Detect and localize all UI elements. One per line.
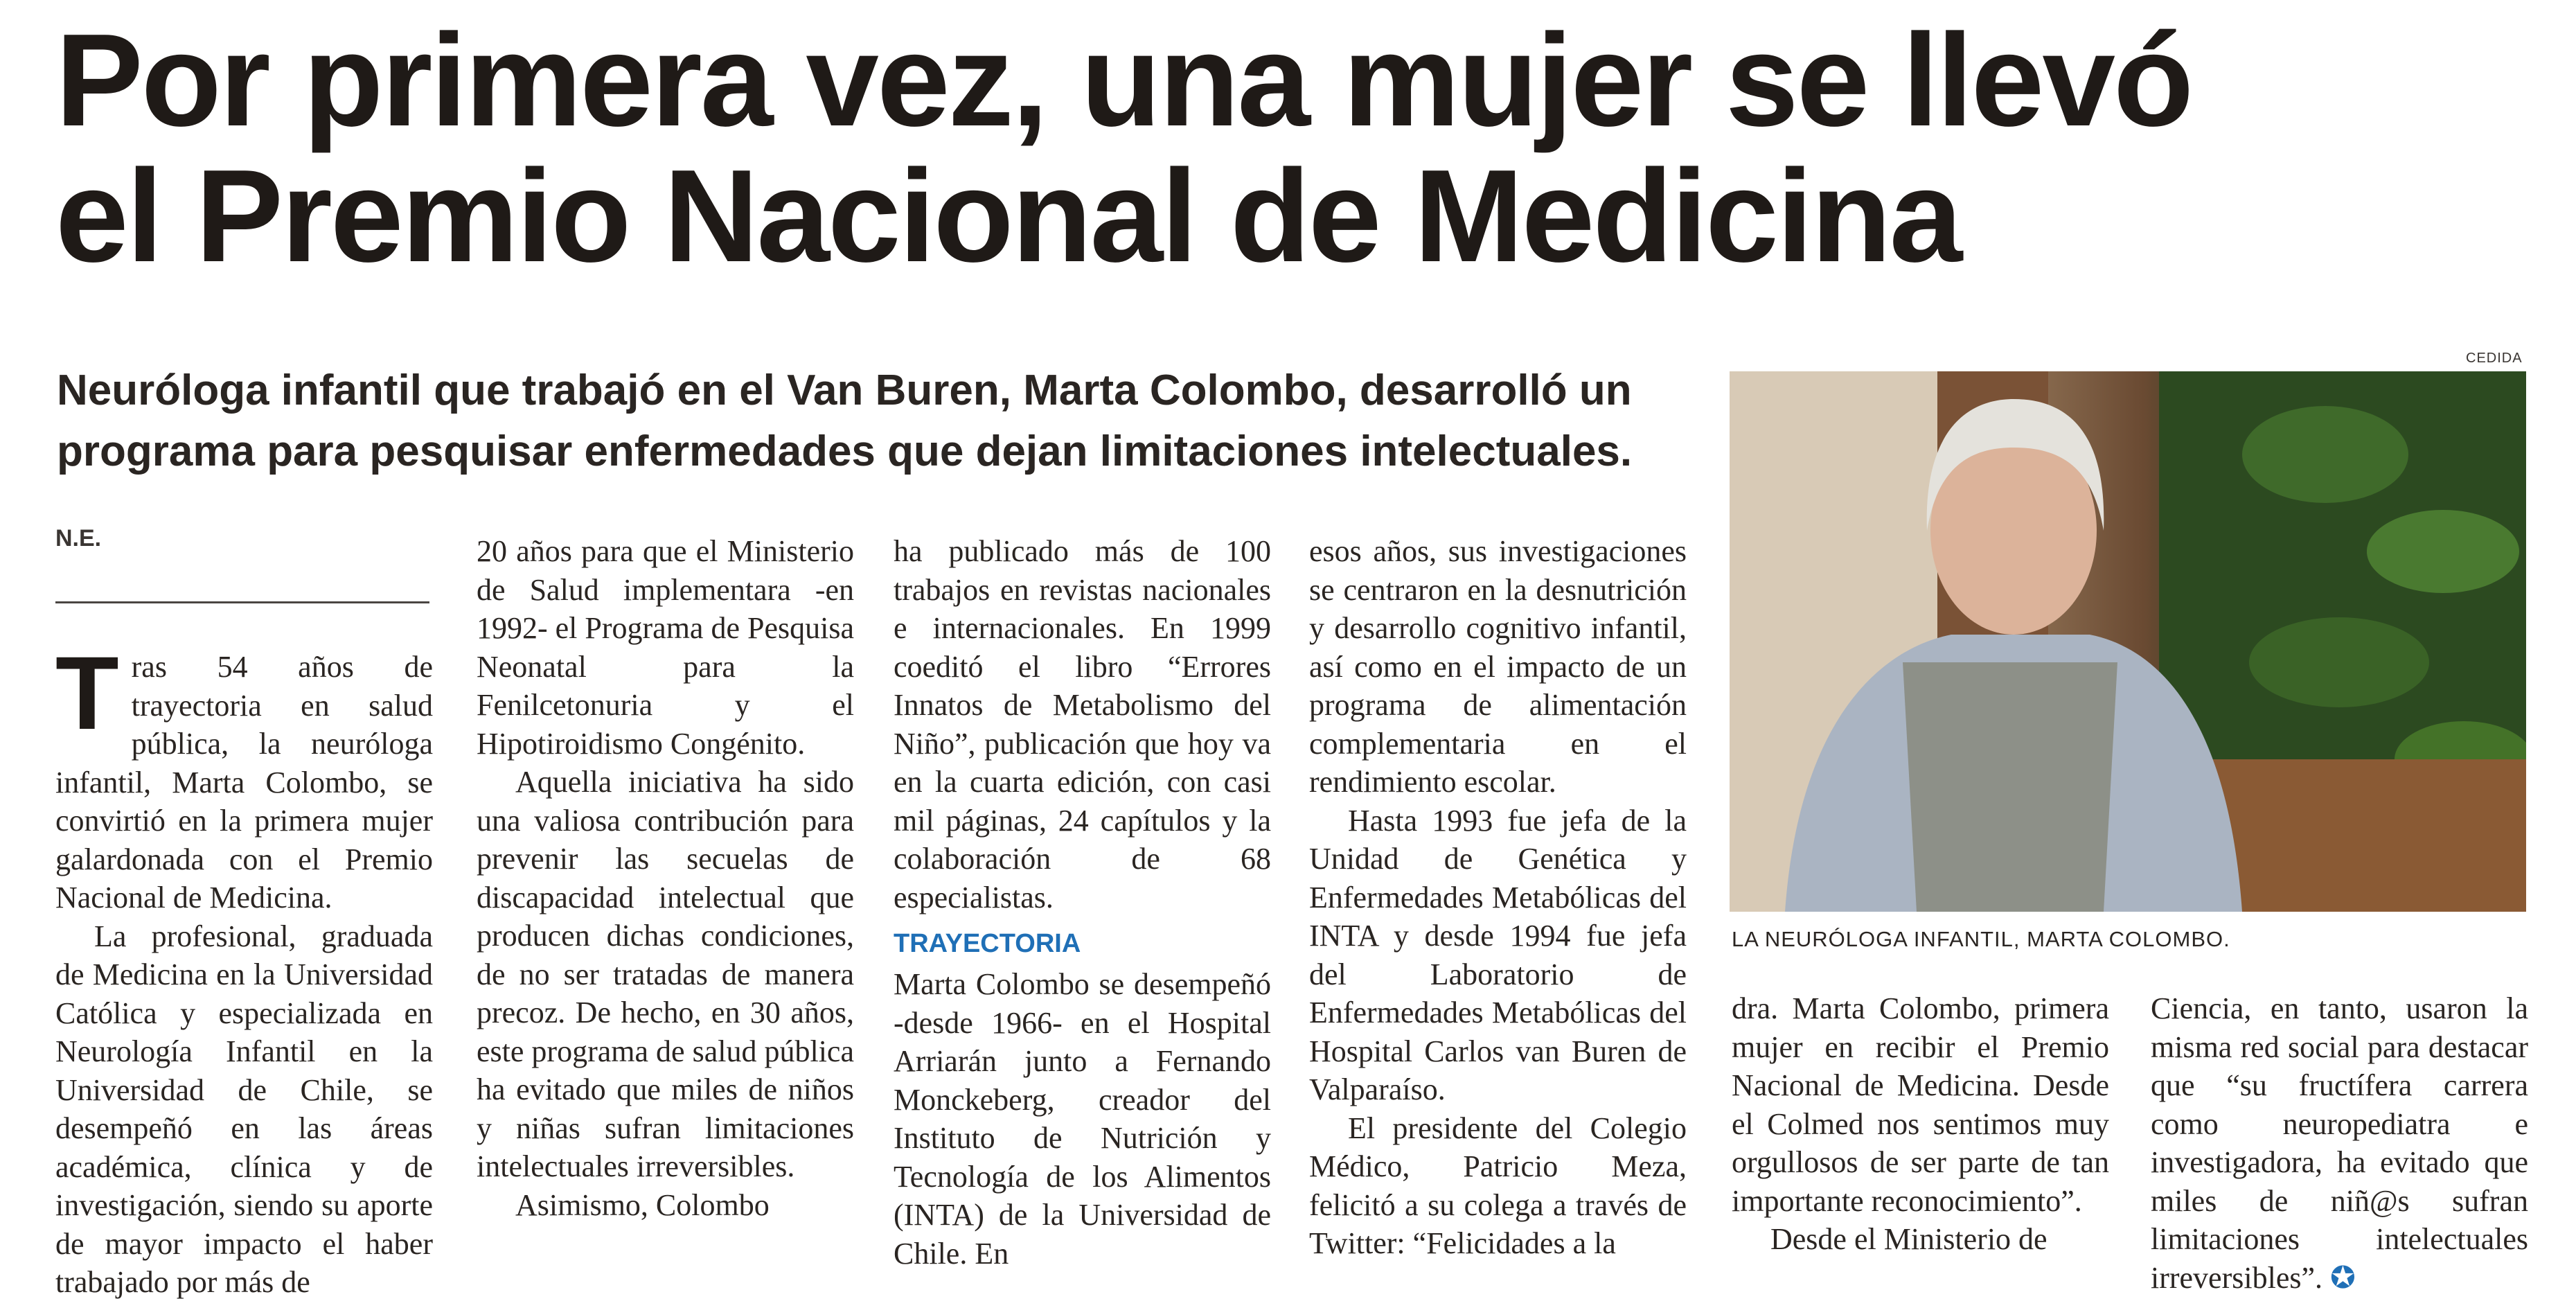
article-column-4 xyxy=(1309,532,1687,1263)
article-paragraph: ha publicado más de 100 trabajos en revistas nacionales e internacionales. En 1999 coeditó el libro “Errores Innatos de Metabolismo del Niño”, publicación que hoy va en la cuarta edición, con casi mil páginas, 24 capítulos y la colaboración de 68 especialistas. xyxy=(894,534,1271,914)
article-text: ras 54 años de trayectoria en salud pública, la neuróloga infantil, Marta Colombo, se convirtió en la primera mujer galardonada con el Premio Nacional de Medicina. xyxy=(55,650,433,914)
headline-line-2: el Premio Nacional de Medicina xyxy=(55,143,1961,290)
byline: N.E. xyxy=(55,525,102,551)
article-paragraph: dra. Marta Colombo, primera mujer en recibir el Premio Nacional de Medicina. Desde el Colmed nos sentimos muy orgullosos de ser parte de tan importante reconocimiento”. xyxy=(1732,991,2109,1218)
leaf xyxy=(2242,406,2408,503)
drop-cap: T xyxy=(55,635,119,751)
article-paragraph: Aquella iniciativa ha sido una valiosa contribución para prevenir las secuelas de discapacidad intelectual que producen dichas condiciones, de no ser tratadas de manera precoz. De hecho, en 30 años, este programa de salud pública ha evitado que miles de niños y niñas sufran limitaciones intelectuales irreversibles. xyxy=(477,765,854,1183)
article-column-2 xyxy=(477,532,854,1224)
article-text: Ciencia, en tanto, usaron la misma red social para destacar que “su fructífera carrera como neuropediatra e investigadora, ha evitado que miles de niñ@s sufran limitaciones intelectuales irreversibles”. xyxy=(2151,991,2528,1295)
article-paragraph: Hasta 1993 fue jefa de la Unidad de Genética y Enfermedades Metabólicas del INTA y desde 1994 fue jefa del Laboratorio de Enfermedades Metabólicas del Hospital Carlos van Buren de Valparaíso. xyxy=(1309,803,1687,1106)
portrait-photo xyxy=(1730,371,2526,912)
photo-caption: LA NEURÓLOGA INFANTIL, MARTA COLOMBO. xyxy=(1732,927,2230,951)
article-paragraph xyxy=(55,635,433,917)
article-column-3 xyxy=(894,532,1271,1273)
deck-line-2: programa para pesquisar enfermedades que dejan limitaciones intelectuales. xyxy=(57,427,1633,475)
article-paragraph: El presidente del Colegio Médico, Patricio Meza, felicitó a su colega a través de Twitter: “Felicidades a la xyxy=(1309,1111,1687,1260)
article-column-1 xyxy=(55,635,433,1302)
leaf xyxy=(2367,510,2519,593)
article-paragraph: Desde el Ministerio de xyxy=(1770,1222,2048,1256)
headline-line-1: Por primera vez, una mujer se llevó xyxy=(55,7,2192,154)
leaf xyxy=(2249,617,2429,707)
article-paragraph: La profesional, graduada de Medicina en la Universidad Católica y especializada en Neurología Infantil en la Universidad de Chile, se desempeñó en las áreas académica, clínica y de investigación, siendo su aporte de mayor impacto el haber trabajado por más de xyxy=(55,919,433,1299)
vest xyxy=(1903,662,2117,912)
article-paragraph: Asimismo, Colombo xyxy=(515,1187,770,1222)
article-column-6 xyxy=(2151,989,2528,1297)
article-paragraph: 20 años para que el Ministerio de Salud implementara -en 1992- el Programa de Pesquisa Neonatal para la Fenilcetonuria y el Hipotiroidismo Congénito. xyxy=(477,534,854,761)
deck-line-1: Neuróloga infantil que trabajó en el Van Buren, Marta Colombo, desarrolló un xyxy=(57,366,1632,414)
headline xyxy=(55,7,2521,290)
deck xyxy=(57,360,1719,482)
article-paragraph: Marta Colombo se desempeñó -desde 1966- en el Hospital Arriarán junto a Fernando Monckeberg, creador del Instituto de Nutrición y Tecnología de los Alimentos (INTA) de la Universidad de Chile. En xyxy=(894,967,1271,1271)
article-paragraph: esos años, sus investigaciones se centraron en la desnutrición y desarrollo cognitivo infantil, así como en el impacto de un programa de alimentación complementaria en el rendimiento escolar. xyxy=(1309,534,1687,799)
article-paragraph xyxy=(2151,989,2528,1297)
byline-divider xyxy=(55,601,429,603)
section-subhead: TRAYECTORIA xyxy=(894,929,1081,958)
end-mark-icon: ✪ xyxy=(2330,1260,2356,1295)
article-column-5 xyxy=(1732,989,2109,1259)
photo-credit: CEDIDA xyxy=(2466,351,2523,366)
portrait-illustration xyxy=(1730,371,2526,912)
